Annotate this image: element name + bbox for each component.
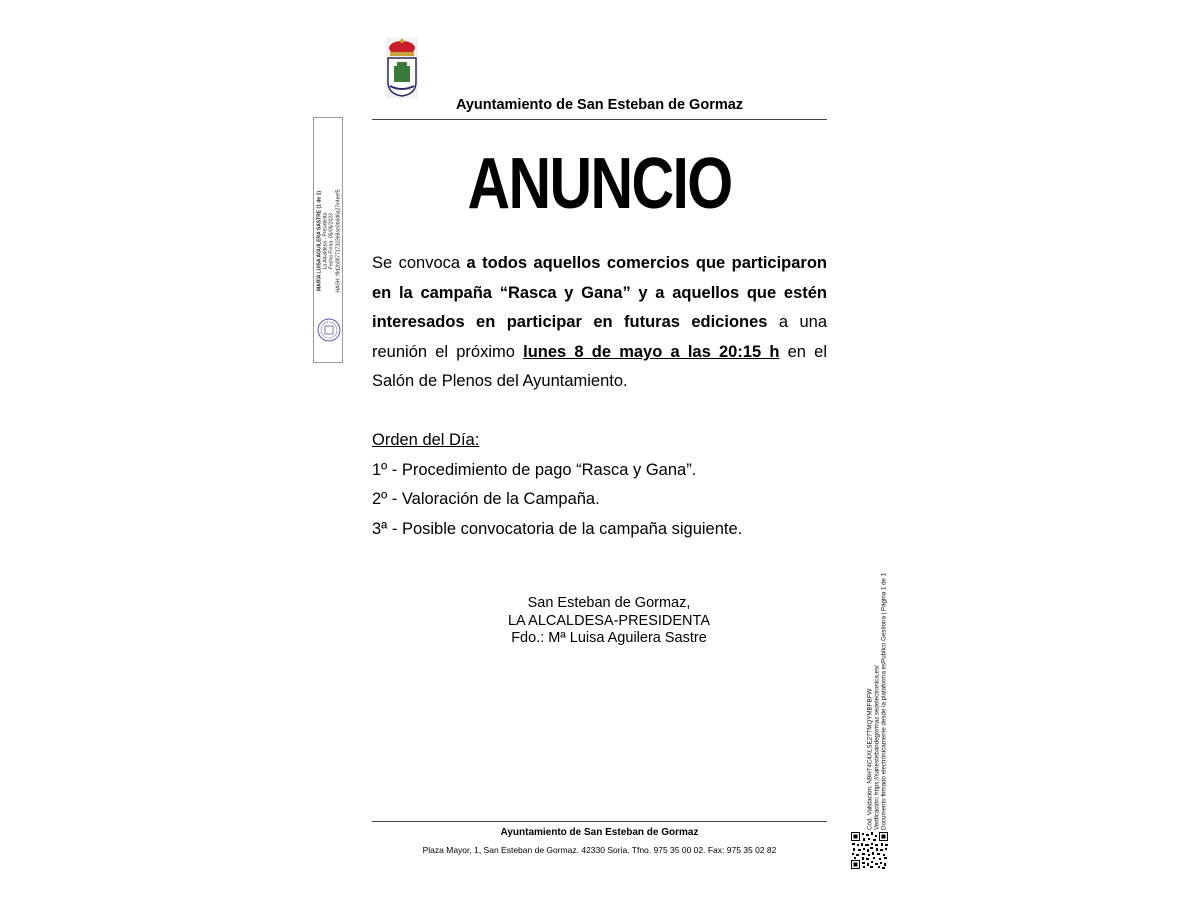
body-location: en el Salón de Plenos del Ayuntamiento. [372,342,827,391]
agenda-item: 1º - Procedimiento de pago “Rasca y Gana”. [372,460,697,479]
signature-role: LA ALCALDESA-PRESIDENTA [507,612,710,629]
validation-code: Cód. Validación: N9HT4C4XLSE27TMQYMBFBFW [866,688,874,830]
meeting-date: lunes 8 de mayo a las 20:15 h [523,342,780,361]
body-bold-convocation: a todos aquellos comercios que participaron en la campaña “Rasca y Gana” y a aquellos que estén interesados en participar en futuras ediciones [372,254,827,332]
seal-icon [317,318,341,342]
signature-block [372,595,846,648]
agenda-item: 3ª - Posible convocatoria de la campaña siguiente. [372,519,743,538]
announcement-body [372,249,827,397]
agenda [372,426,827,544]
signature-place: San Esteban de Gormaz, [527,595,691,611]
document-title: ANUNCIO [467,144,732,224]
body-meeting-text: a una reunión el próximo [372,313,827,361]
verification-url[interactable]: Verificación: https://sanestebandegormaz.sedelectronica.es/ [873,665,881,830]
header-divider [372,119,827,120]
agenda-heading: Orden del Día: [372,431,480,449]
footer-address: Plaza Mayor, 1, San Esteban de Gormaz. 42330 Soria. Tfno. 975 35 00 02. Fax: 975 35 02 82 [422,845,777,855]
verification-text [867,560,888,830]
signature-name: Fdo.: Mª Luisa Aguilera Sastre [511,630,707,646]
footer-divider [372,821,827,822]
stamp-signer: MARÍA LUISA AGUILERA SASTRE (1 de 1) [316,190,323,292]
electronic-signature-stamp [313,117,343,363]
qr-code-icon[interactable] [851,832,888,869]
stamp-role: La Alcaldesa - Presidenta [322,212,329,270]
platform-note: Documento firmado electrónicamente desde la plataforma esPublico Gestiona | Página 1 de 1 [880,572,888,830]
coat-of-arms-icon [384,38,420,98]
stamp-hash: HASH: f9d2b087717323e8ae0b6d6a27e4eef5 [335,189,342,293]
organization-header: Ayuntamiento de San Esteban de Gormaz [455,97,744,113]
footer-organization: Ayuntamiento de San Esteban de Gormaz [500,827,699,838]
body-intro: Se convoca [372,254,467,272]
stamp-date: Fecha Firma: 05/05/2023 [329,213,335,269]
agenda-item: 2º - Valoración de la Campaña. [372,490,600,509]
